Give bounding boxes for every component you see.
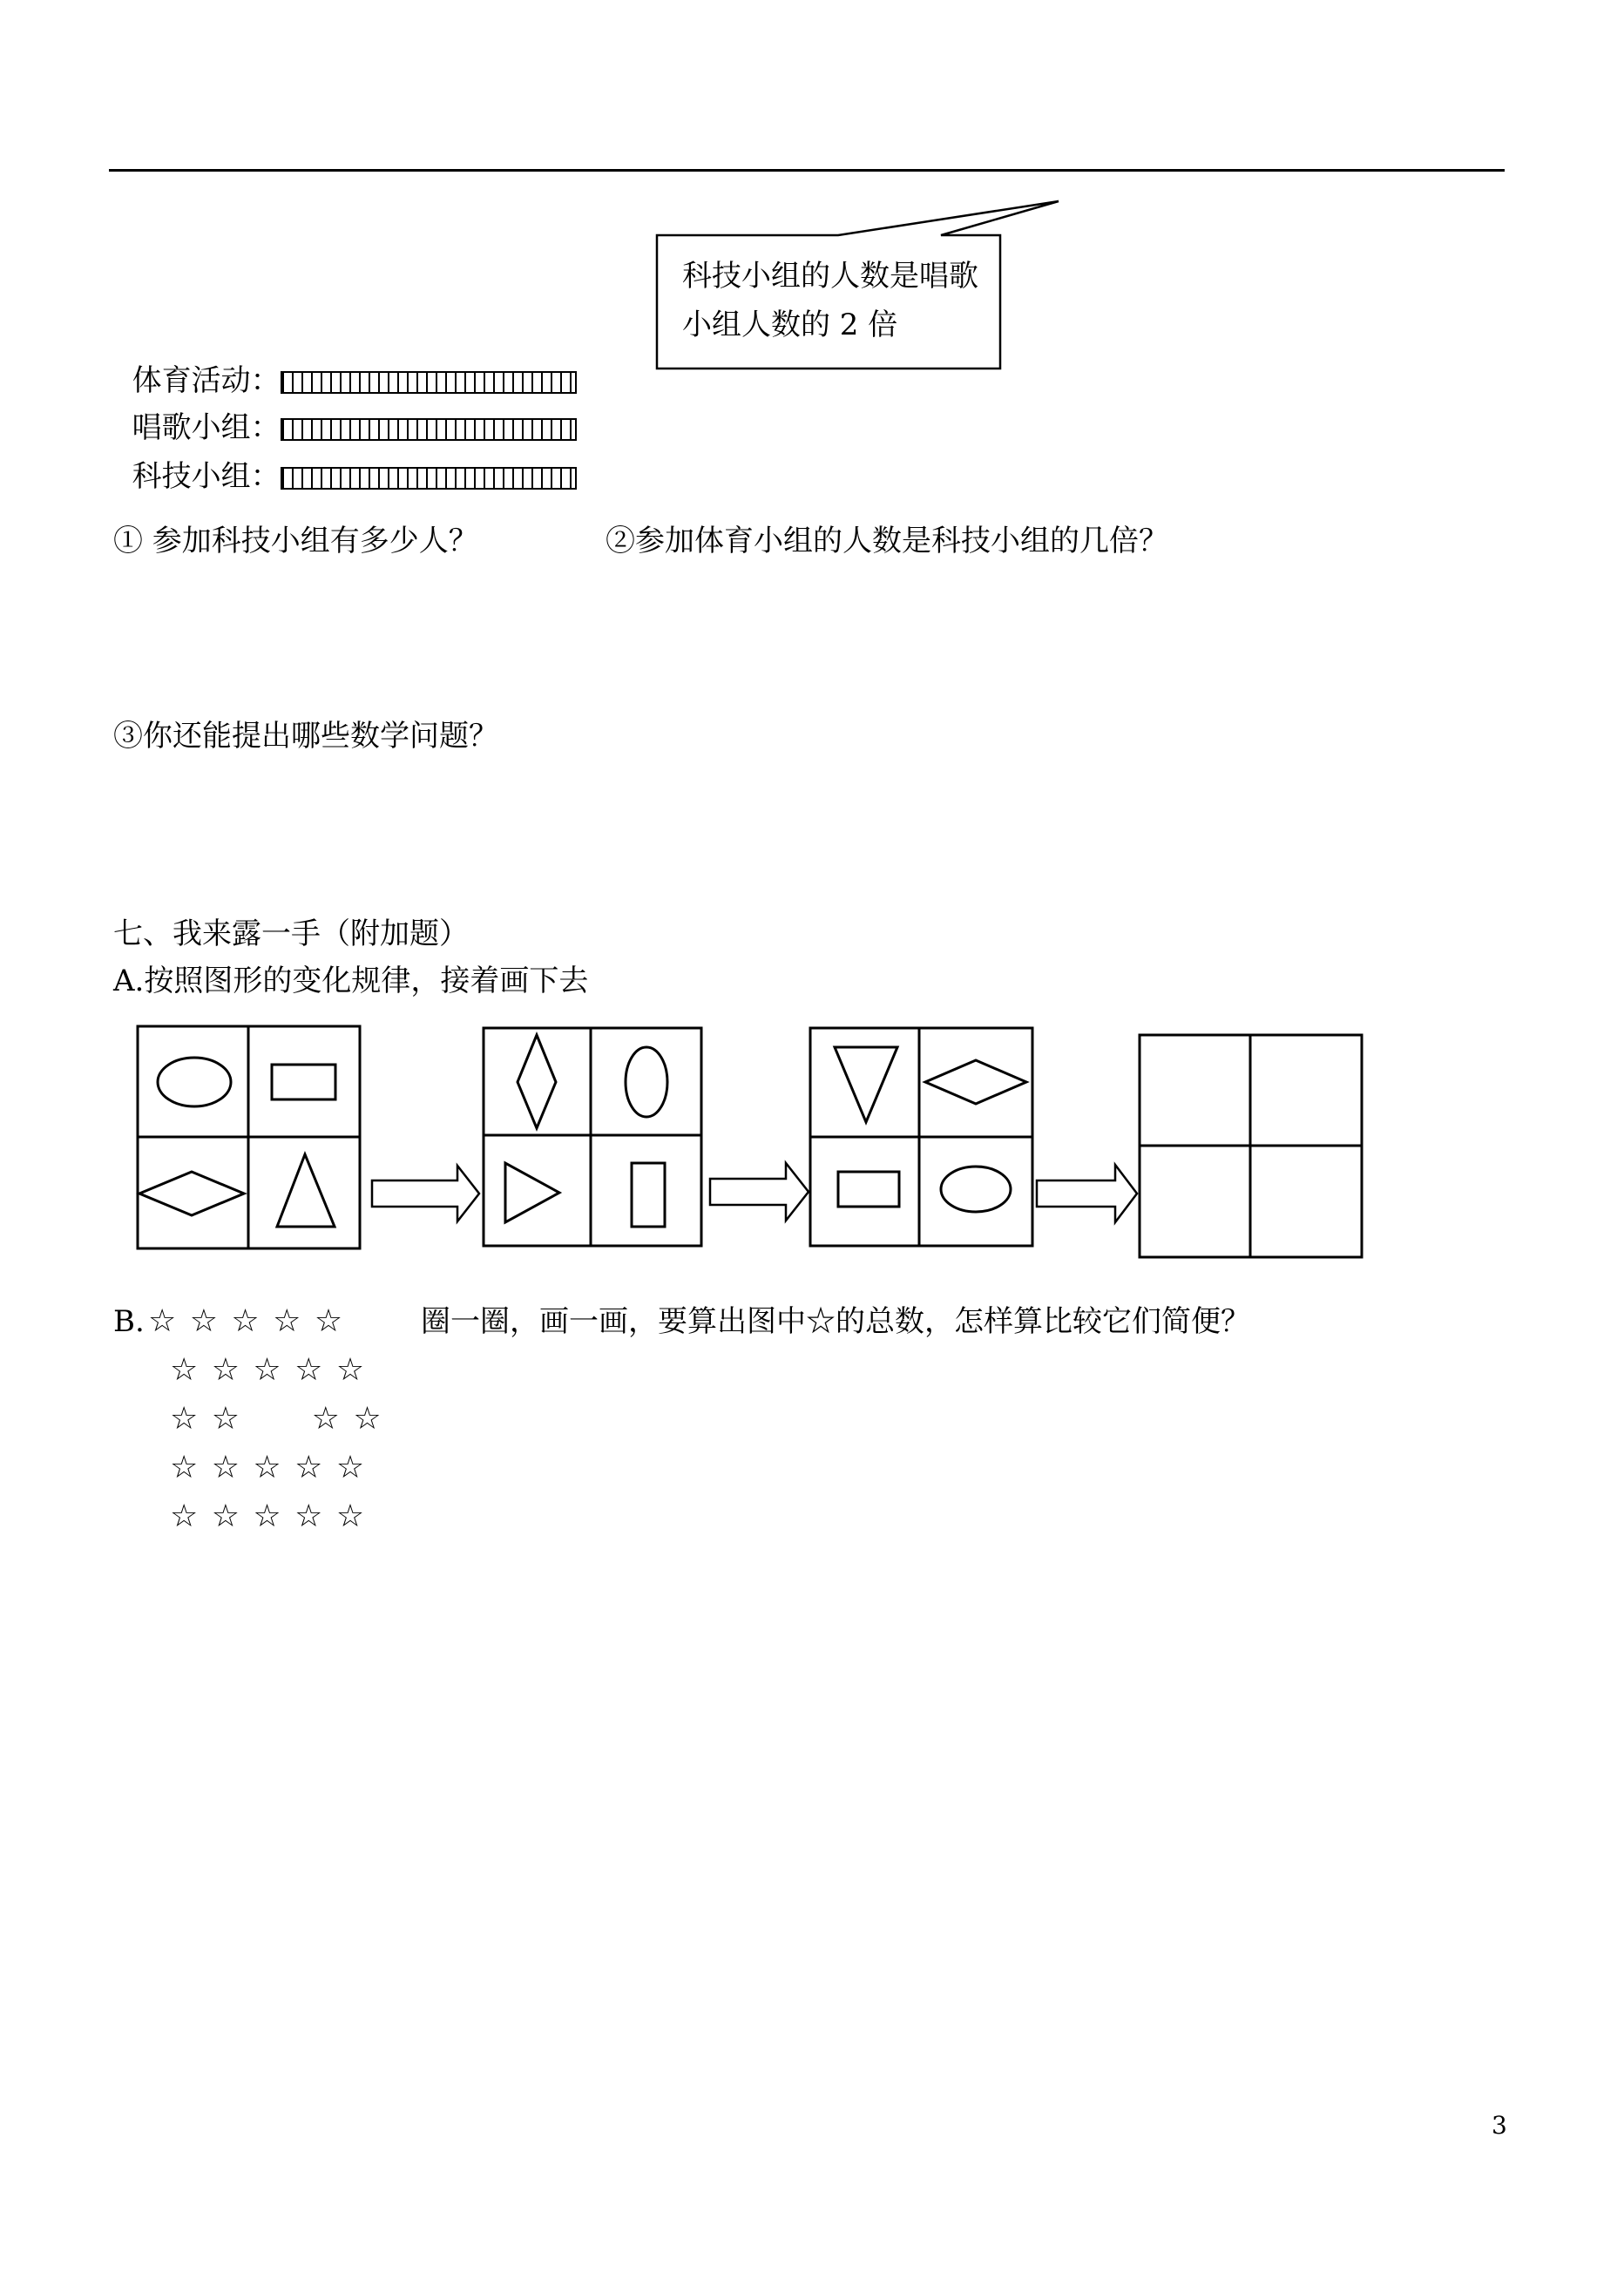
- bar-row-tech: [113, 424, 577, 494]
- pattern-grid-2: [484, 1028, 701, 1246]
- ellipse-shape: [158, 1058, 231, 1106]
- arrow-icon: [372, 1166, 479, 1221]
- arrow-icon: [1037, 1165, 1137, 1222]
- callout-text: 科技小组的人数是唱歌小组人数的 2 倍: [682, 259, 978, 342]
- star-row: ☆ ☆ ☆ ☆: [170, 1401, 383, 1437]
- pattern-grid-3: [810, 1028, 1032, 1246]
- ellipse-shape: [941, 1167, 1011, 1212]
- triangle-shape: [277, 1154, 335, 1227]
- rhombus-shape: [139, 1172, 244, 1215]
- question-1: ① 参加科技小组有多少人？: [113, 524, 478, 558]
- star-row: ☆ ☆ ☆ ☆ ☆: [170, 1352, 367, 1388]
- shape-pattern-figure: [131, 1019, 1368, 1263]
- triangle-shape: [505, 1163, 559, 1222]
- part-b-question: 圈一圈，画一画，要算出图中☆的总数，怎样算比较它们简便？: [421, 1304, 1250, 1339]
- pattern-grid-1: [138, 1026, 360, 1248]
- triangle-shape: [835, 1047, 897, 1122]
- bar-strip: [281, 467, 577, 490]
- page-number: 3: [1492, 2111, 1507, 2140]
- ellipse-shape: [626, 1047, 667, 1117]
- question-2: ②参加体育小组的人数是科技小组的几倍？: [606, 524, 1168, 558]
- star-row: ☆ ☆ ☆ ☆ ☆: [170, 1450, 367, 1485]
- bar-label: 科技小组：: [132, 459, 281, 494]
- part-a-instruction: A.按照图形的变化规律，接着画下去: [113, 964, 589, 998]
- section-7-title: 七、我来露一手（附加题）: [113, 917, 469, 951]
- bar-label: 唱歌小组：: [132, 410, 281, 445]
- pattern-grid-answer: [1140, 1035, 1362, 1257]
- question-3: ③你还能提出哪些数学问题？: [113, 719, 498, 754]
- star-row: ☆ ☆ ☆ ☆ ☆: [148, 1303, 345, 1339]
- rhombus-shape: [518, 1035, 556, 1128]
- header-rule: [109, 169, 1505, 172]
- rectangle-shape: [838, 1172, 899, 1207]
- star-row: ☆ ☆ ☆ ☆ ☆: [170, 1498, 367, 1534]
- arrow-icon: [710, 1163, 809, 1221]
- rectangle-shape: [632, 1163, 665, 1227]
- part-b-label: B.: [113, 1304, 145, 1339]
- bar-label: 体育活动：: [132, 363, 281, 398]
- rhombus-shape: [925, 1060, 1026, 1104]
- rectangle-shape: [272, 1065, 335, 1099]
